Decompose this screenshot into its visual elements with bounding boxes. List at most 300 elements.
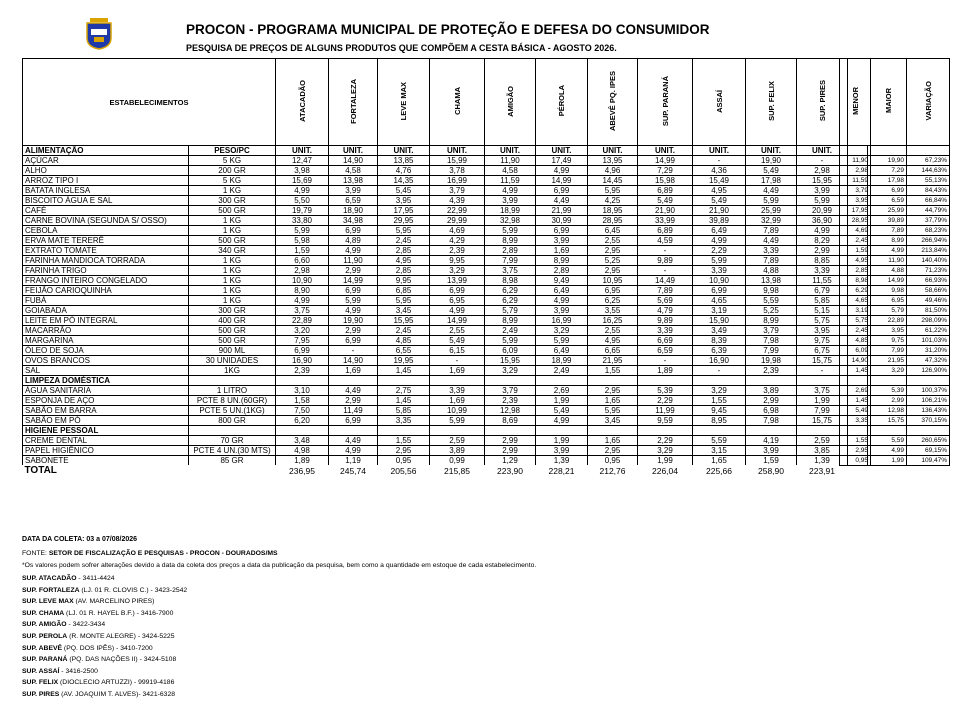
- price-cell: 6,20: [276, 416, 329, 426]
- product-row: [23, 186, 868, 196]
- price-cell: 4,98: [276, 446, 329, 456]
- variacao-value: 68,23%: [907, 226, 950, 236]
- menor-value: 5,49: [840, 406, 871, 416]
- price-cell: 2,95: [588, 446, 638, 456]
- price-cell: 3,39: [797, 266, 848, 276]
- price-cell: 19,95: [378, 356, 430, 366]
- price-cell: 5,99: [746, 196, 797, 206]
- menor-value: 17,95: [840, 206, 871, 216]
- price-cell: 1,55: [378, 436, 430, 446]
- empty-cell: [746, 426, 797, 436]
- price-cell: 5,39: [638, 386, 693, 396]
- empty-cell: [329, 376, 378, 386]
- contact-name: SUP. ATACADÃO: [22, 575, 77, 582]
- price-cell: 3,39: [638, 326, 693, 336]
- stats-section-row: [840, 146, 950, 156]
- price-cell: 3,98: [276, 166, 329, 176]
- product-weight: 500 GR: [189, 206, 276, 216]
- stats-cell: [871, 376, 907, 386]
- menor-value: 8,98: [840, 276, 871, 286]
- price-cell: 16,99: [430, 176, 485, 186]
- store-name: PÉROLA: [557, 85, 566, 117]
- stats-header: [840, 59, 871, 146]
- price-cell: 2,75: [378, 386, 430, 396]
- variacao-value: 298,09%: [907, 316, 950, 326]
- price-cell: 16,90: [693, 356, 746, 366]
- price-cell: 1,65: [588, 396, 638, 406]
- product-weight: 85 GR: [189, 456, 276, 466]
- product-weight: 500 GR: [189, 336, 276, 346]
- price-cell: 14,99: [430, 316, 485, 326]
- peso-header: PESO/PC: [189, 146, 276, 156]
- price-cell: 1,65: [693, 456, 746, 466]
- price-cell: -: [797, 366, 848, 376]
- empty-cell: [485, 426, 536, 436]
- contact-name: SUP. LEVE MAX: [22, 598, 74, 606]
- price-cell: -: [693, 156, 746, 166]
- price-cell: 6,09: [485, 346, 536, 356]
- price-cell: 17,98: [746, 176, 797, 186]
- price-cell: 2,59: [797, 436, 848, 446]
- price-cell: 2,39: [746, 366, 797, 376]
- product-weight: 1 KG: [189, 256, 276, 266]
- contact-line: [22, 645, 153, 652]
- stats-row: [840, 216, 950, 226]
- price-cell: 14,99: [536, 176, 588, 186]
- product-weight: 800 GR: [189, 416, 276, 426]
- total-label: TOTAL: [24, 465, 57, 476]
- stats-row: [840, 306, 950, 316]
- price-cell: 3,20: [276, 326, 329, 336]
- product-name: ALHO: [23, 166, 189, 176]
- price-cell: 4,88: [746, 266, 797, 276]
- price-cell: 6,99: [276, 346, 329, 356]
- price-cell: 1,39: [536, 456, 588, 466]
- product-name: ARROZ TIPO I: [23, 176, 189, 186]
- stats-row: [840, 176, 950, 186]
- price-cell: 7,89: [746, 256, 797, 266]
- price-cell: 1,39: [797, 456, 848, 466]
- price-cell: 0,95: [588, 456, 638, 466]
- price-cell: 15,95: [797, 176, 848, 186]
- price-cell: 16,99: [536, 316, 588, 326]
- contact-info: (R. MONTE ALEGRE) - 3424-5225: [67, 633, 175, 640]
- price-cell: 1,69: [430, 366, 485, 376]
- product-name: CREME DENTAL: [23, 436, 189, 446]
- price-cell: 2,99: [485, 436, 536, 446]
- maior-value: 14,99: [871, 276, 907, 286]
- stats-cell: [907, 376, 950, 386]
- stats-row: [840, 386, 950, 396]
- variacao-value: 37,79%: [907, 216, 950, 226]
- maior-value: 1,99: [871, 456, 907, 466]
- menor-value: 6,09: [840, 346, 871, 356]
- section-name: HIGIENE PESSOAL: [23, 426, 189, 436]
- price-cell: 3,99: [536, 306, 588, 316]
- price-cell: 7,89: [638, 286, 693, 296]
- price-cell: 5,99: [329, 296, 378, 306]
- store-name: AMIGÃO: [505, 85, 515, 117]
- price-cell: 19,98: [746, 356, 797, 366]
- product-weight: 1KG: [189, 366, 276, 376]
- price-cell: 5,79: [485, 306, 536, 316]
- price-cell: 4,49: [746, 186, 797, 196]
- maior-value: 4,88: [871, 266, 907, 276]
- price-cell: 9,59: [638, 416, 693, 426]
- price-cell: 11,49: [329, 406, 378, 416]
- maior-value: 39,89: [871, 216, 907, 226]
- price-cell: 12,98: [485, 406, 536, 416]
- price-cell: 1,65: [588, 436, 638, 446]
- variacao-value: 49,46%: [907, 296, 950, 306]
- product-weight: PCTE 4 UN.(30 MTS): [189, 446, 276, 456]
- store-name: FORTALEZA: [348, 78, 358, 124]
- menor-value: 1,45: [840, 396, 871, 406]
- price-cell: -: [329, 346, 378, 356]
- variacao-value: 260,65%: [907, 436, 950, 446]
- product-weight: 1 KG: [189, 216, 276, 226]
- product-weight: 1 KG: [189, 286, 276, 296]
- price-cell: 6,29: [485, 286, 536, 296]
- price-cell: 4,99: [693, 236, 746, 246]
- price-cell: 5,99: [693, 256, 746, 266]
- variacao-value: 61,22%: [907, 326, 950, 336]
- price-cell: -: [638, 356, 693, 366]
- price-cell: 1,45: [378, 396, 430, 406]
- contact-info: (AV. MARCELINO PIRES): [73, 598, 155, 606]
- price-cell: 4,99: [536, 166, 588, 176]
- product-name: FUBÁ: [23, 296, 189, 306]
- menor-value: 11,59: [840, 176, 871, 186]
- price-cell: 8,99: [536, 256, 588, 266]
- product-row: [23, 206, 868, 216]
- contact-line: [22, 610, 173, 617]
- product-weight: 500 GR: [189, 236, 276, 246]
- empty-cell: [189, 426, 276, 436]
- store-header: [276, 59, 329, 146]
- product-row: [23, 216, 868, 226]
- price-cell: 7,89: [746, 226, 797, 236]
- price-cell: 4,99: [329, 446, 378, 456]
- store-header: [430, 59, 485, 146]
- product-weight: 1 KG: [189, 226, 276, 236]
- product-row: [23, 436, 868, 446]
- product-weight: 5 KG: [189, 176, 276, 186]
- product-name: SABÃO EM BARRA: [23, 406, 189, 416]
- menor-value: 4,85: [840, 336, 871, 346]
- price-cell: 1,55: [588, 366, 638, 376]
- price-cell: 15,69: [276, 176, 329, 186]
- price-cell: 3,49: [693, 326, 746, 336]
- price-cell: 15,90: [693, 316, 746, 326]
- stats-row: [840, 226, 950, 236]
- variacao-value: 140,40%: [907, 256, 950, 266]
- price-cell: 2,98: [797, 166, 848, 176]
- price-cell: 15,99: [430, 156, 485, 166]
- stats-row: [840, 316, 950, 326]
- price-cell: -: [638, 246, 693, 256]
- price-cell: 2,99: [329, 266, 378, 276]
- total-value: 223,90: [497, 466, 523, 476]
- price-cell: 7,99: [797, 406, 848, 416]
- price-cell: 6,79: [797, 286, 848, 296]
- price-cell: 6,49: [536, 346, 588, 356]
- price-cell: 2,29: [693, 246, 746, 256]
- price-cell: 1,58: [276, 396, 329, 406]
- price-cell: 18,99: [536, 356, 588, 366]
- stats-row: [840, 186, 950, 196]
- menor-value: 4,95: [840, 256, 871, 266]
- empty-cell: [430, 376, 485, 386]
- price-cell: 3,78: [430, 166, 485, 176]
- store-header: [329, 59, 378, 146]
- store-header: [746, 59, 797, 146]
- price-cell: 7,99: [746, 346, 797, 356]
- maior-value: 3,95: [871, 326, 907, 336]
- price-cell: 2,99: [746, 396, 797, 406]
- menor-value: 5,75: [840, 316, 871, 326]
- price-cell: 2,55: [430, 326, 485, 336]
- stats-cell: [840, 376, 871, 386]
- empty-cell: [588, 376, 638, 386]
- maior-value: 25,99: [871, 206, 907, 216]
- total-value: 226,04: [652, 466, 678, 476]
- price-cell: 6,99: [329, 416, 378, 426]
- price-cell: 32,99: [746, 216, 797, 226]
- price-cell: -: [693, 366, 746, 376]
- price-cell: 1,89: [638, 366, 693, 376]
- price-cell: 4,95: [588, 336, 638, 346]
- price-cell: 11,59: [485, 176, 536, 186]
- price-cell: 4,99: [276, 296, 329, 306]
- price-cell: 3,99: [485, 196, 536, 206]
- product-row: [23, 276, 868, 286]
- menor-value: 1,59: [840, 246, 871, 256]
- price-cell: 4,49: [536, 196, 588, 206]
- product-name: SAL: [23, 366, 189, 376]
- price-cell: 3,39: [693, 266, 746, 276]
- contact-info: - 3416-2500: [59, 667, 98, 675]
- contact-line: [22, 621, 105, 628]
- variacao-value: 109,47%: [907, 456, 950, 466]
- empty-cell: [378, 376, 430, 386]
- empty-cell: [485, 376, 536, 386]
- price-cell: 3,10: [276, 386, 329, 396]
- price-cell: 8,90: [276, 286, 329, 296]
- price-cell: 9,95: [378, 276, 430, 286]
- price-cell: 4,39: [430, 196, 485, 206]
- contact-line: [22, 668, 98, 675]
- stats-row: [840, 396, 950, 406]
- price-cell: 8,85: [797, 256, 848, 266]
- price-cell: 6,99: [329, 336, 378, 346]
- price-cell: 3,75: [276, 306, 329, 316]
- variacao-value: 101,03%: [907, 336, 950, 346]
- variacao-value: 266,94%: [907, 236, 950, 246]
- price-cell: 2,99: [329, 326, 378, 336]
- product-weight: 30 UNIDADES: [189, 356, 276, 366]
- maior-value: 4,99: [871, 246, 907, 256]
- price-cell: 2,95: [588, 386, 638, 396]
- price-cell: 5,69: [638, 296, 693, 306]
- price-cell: 5,49: [430, 336, 485, 346]
- empty-cell: [378, 426, 430, 436]
- price-cell: 2,98: [276, 266, 329, 276]
- product-weight: 300 GR: [189, 196, 276, 206]
- empty-cell: [536, 376, 588, 386]
- maior-value: 7,99: [871, 346, 907, 356]
- price-cell: 2,55: [588, 236, 638, 246]
- procon-logo: [84, 18, 114, 50]
- total-value: 212,76: [599, 466, 626, 476]
- stats-table: [839, 58, 950, 475]
- price-cell: 10,99: [430, 406, 485, 416]
- price-cell: 2,89: [485, 246, 536, 256]
- product-weight: 900 ML: [189, 346, 276, 356]
- stats-row: [840, 416, 950, 426]
- menor-value: 14,90: [840, 356, 871, 366]
- price-cell: 3,29: [430, 266, 485, 276]
- stats-section-row: [840, 426, 950, 436]
- price-cell: 10,90: [693, 276, 746, 286]
- maior-value: 4,99: [871, 446, 907, 456]
- store-name: ASSAÍ: [714, 89, 724, 113]
- price-cell: 4,58: [485, 166, 536, 176]
- price-cell: 4,85: [378, 336, 430, 346]
- product-row: [23, 356, 868, 366]
- price-cell: 3,29: [638, 446, 693, 456]
- price-cell: 6,69: [638, 336, 693, 346]
- product-name: FARINHA TRIGO: [23, 266, 189, 276]
- price-cell: 3,75: [797, 386, 848, 396]
- unit-label: UNIT.: [536, 146, 588, 156]
- price-cell: 13,98: [746, 276, 797, 286]
- product-name: ESPONJA DE AÇO: [23, 396, 189, 406]
- price-cell: 6,85: [378, 286, 430, 296]
- price-cell: 20,99: [797, 206, 848, 216]
- price-cell: 6,95: [588, 286, 638, 296]
- price-cell: 9,45: [693, 406, 746, 416]
- price-cell: 1,99: [536, 396, 588, 406]
- price-cell: 6,95: [430, 296, 485, 306]
- price-cell: -: [430, 356, 485, 366]
- price-cell: 21,90: [693, 206, 746, 216]
- empty-cell: [638, 376, 693, 386]
- price-cell: 18,90: [329, 206, 378, 216]
- contact-info: (LJ. 01 R. CLOVIS C.) - 3423-2542: [79, 586, 188, 594]
- product-weight: 1 KG: [189, 186, 276, 196]
- price-cell: 4,95: [693, 186, 746, 196]
- store-name: CHAMA: [452, 87, 462, 115]
- empty-cell: [693, 426, 746, 436]
- price-cell: 5,59: [746, 296, 797, 306]
- total-value: 215,85: [444, 466, 470, 476]
- total-value: 205,56: [390, 466, 417, 476]
- price-cell: 6,49: [693, 226, 746, 236]
- maior-value: 6,59: [871, 196, 907, 206]
- product-row: [23, 416, 868, 426]
- stats-row: [840, 406, 950, 416]
- product-row: [23, 256, 868, 266]
- price-cell: 1,69: [536, 246, 588, 256]
- price-cell: 16,25: [588, 316, 638, 326]
- total-value: 228,21: [548, 466, 575, 476]
- stats-row: [840, 296, 950, 306]
- price-cell: 5,99: [536, 336, 588, 346]
- maior-value: 22,89: [871, 316, 907, 326]
- price-cell: 18,99: [485, 206, 536, 216]
- product-row: [23, 296, 868, 306]
- contact-info: (PQ. DOS IPÊS) - 3410-7200: [62, 644, 153, 652]
- menor-value: 2,45: [840, 236, 871, 246]
- variacao-value: 44,79%: [907, 206, 950, 216]
- stats-row: [840, 166, 950, 176]
- price-cell: 6,60: [276, 256, 329, 266]
- section-header-row: [23, 376, 868, 386]
- price-cell: 2,49: [536, 366, 588, 376]
- price-cell: 2,99: [329, 396, 378, 406]
- price-cell: 14,99: [638, 156, 693, 166]
- menor-value: 3,95: [840, 196, 871, 206]
- stats-row: [840, 436, 950, 446]
- price-cell: 4,99: [329, 246, 378, 256]
- stats-header-label: MENOR: [850, 86, 860, 115]
- unit-label: UNIT.: [588, 146, 638, 156]
- product-weight: 200 GR: [189, 166, 276, 176]
- price-cell: 14,99: [329, 276, 378, 286]
- stats-row: [840, 246, 950, 256]
- menor-value: 2,69: [840, 386, 871, 396]
- price-cell: 7,95: [276, 336, 329, 346]
- price-cell: 5,49: [638, 196, 693, 206]
- stats-row: [840, 456, 950, 466]
- price-table: [22, 58, 868, 477]
- product-row: [23, 316, 868, 326]
- price-cell: 9,89: [638, 316, 693, 326]
- maior-value: 17,98: [871, 176, 907, 186]
- unit-label: UNIT.: [329, 146, 378, 156]
- product-row: [23, 346, 868, 356]
- establishments-header: [23, 59, 276, 146]
- price-cell: 4,99: [329, 306, 378, 316]
- store-header: [536, 59, 588, 146]
- maior-value: 6,99: [871, 186, 907, 196]
- variacao-value: 81,50%: [907, 306, 950, 316]
- unit-label: UNIT.: [378, 146, 430, 156]
- maior-value: 19,90: [871, 156, 907, 166]
- price-cell: 5,25: [746, 306, 797, 316]
- contact-name: SUP. FELIX: [22, 679, 59, 687]
- unit-label: UNIT.: [797, 146, 848, 156]
- price-cell: 3,45: [588, 416, 638, 426]
- price-cell: 4,99: [485, 186, 536, 196]
- price-cell: 9,89: [638, 256, 693, 266]
- variacao-value: 66,93%: [907, 276, 950, 286]
- stats-section-row: [840, 376, 950, 386]
- product-weight: PCTE 5 UN.(1KG): [189, 406, 276, 416]
- variacao-value: 66,84%: [907, 196, 950, 206]
- collection-date: DATA DA COLETA: 03 a 07/08/2026: [22, 536, 138, 543]
- price-cell: 1,69: [430, 396, 485, 406]
- stats-cell: [907, 466, 950, 476]
- price-cell: 3,79: [485, 386, 536, 396]
- price-cell: 4,76: [378, 166, 430, 176]
- price-cell: 9,49: [536, 276, 588, 286]
- price-cell: 6,98: [746, 406, 797, 416]
- price-cell: 7,50: [276, 406, 329, 416]
- product-name: MACARRÃO: [23, 326, 189, 336]
- price-cell: 2,45: [378, 236, 430, 246]
